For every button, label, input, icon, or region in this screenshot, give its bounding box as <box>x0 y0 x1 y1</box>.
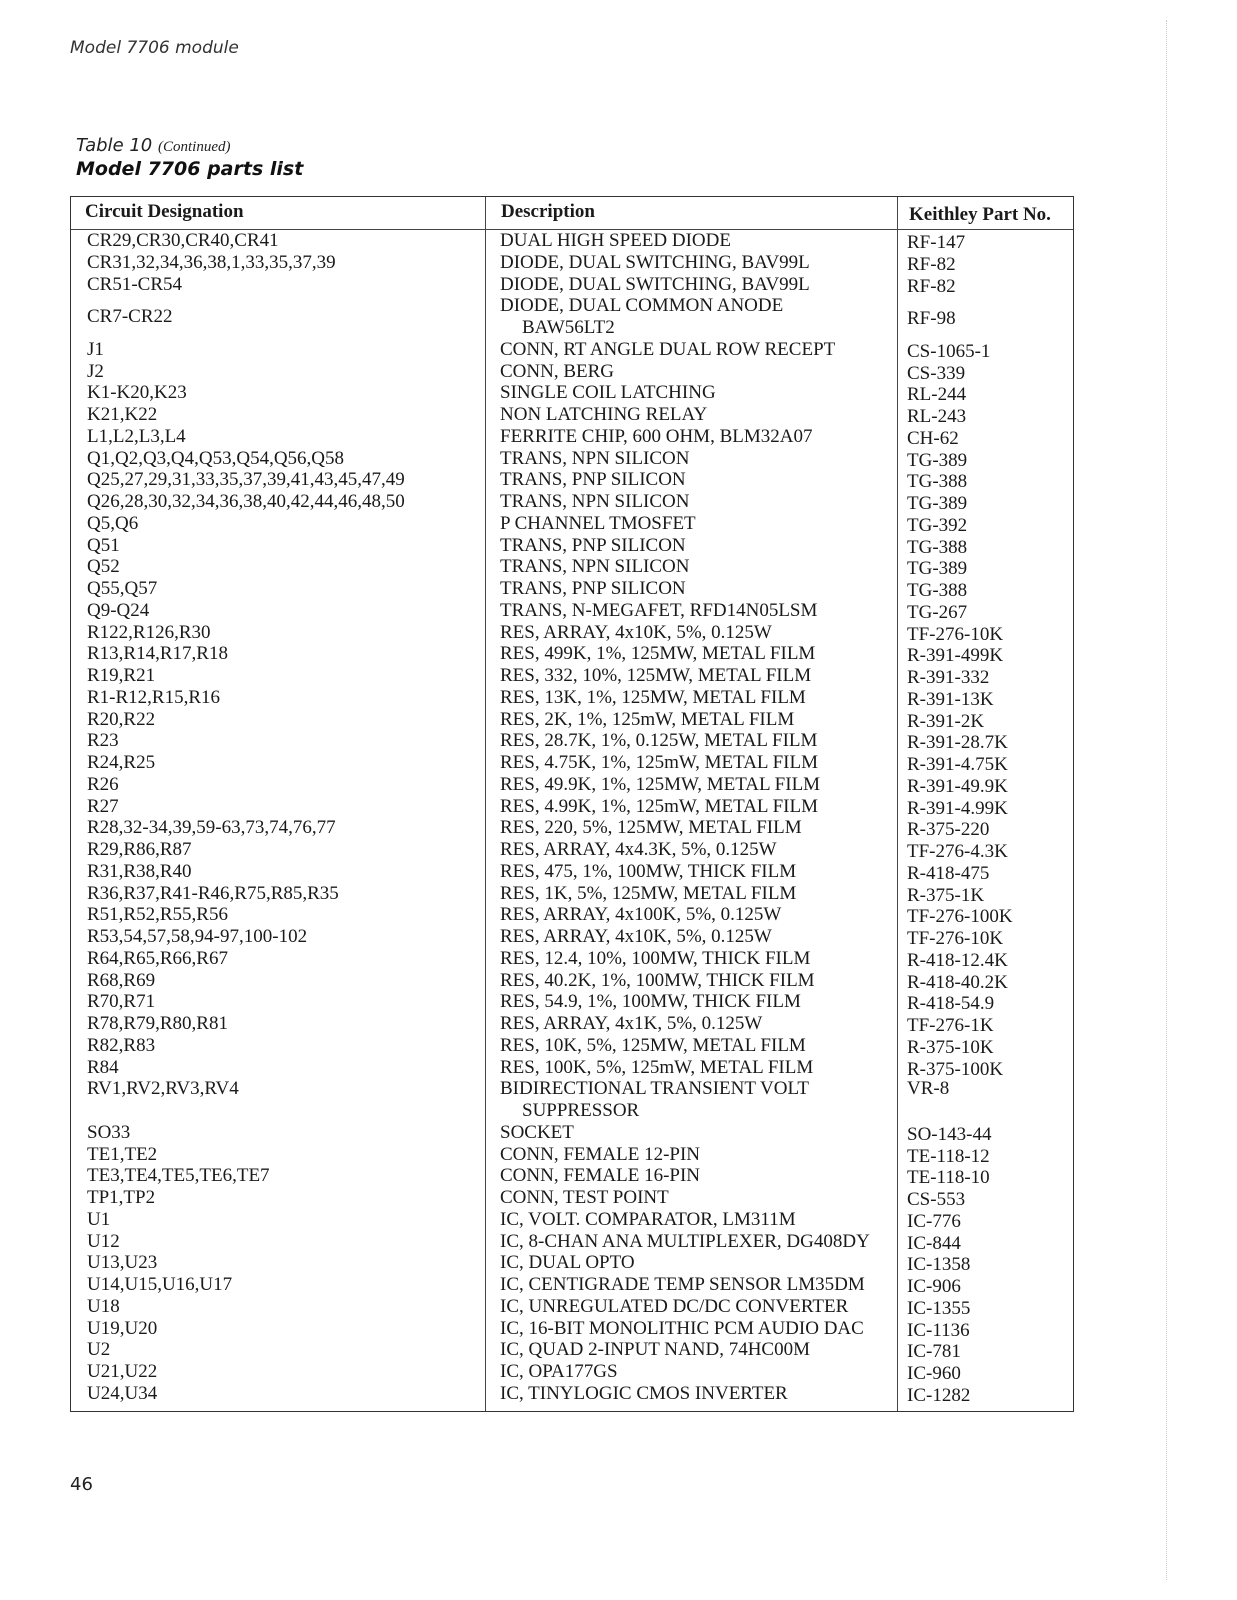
table-row <box>71 339 1073 361</box>
cell-description <box>500 535 686 557</box>
description-line: IC, OPA177GS <box>500 1361 618 1382</box>
table-row <box>71 1035 1073 1057</box>
cell-part-no: TG-389 <box>907 449 968 471</box>
table-row <box>71 1078 1073 1122</box>
description-line: CONN, FEMALE 12-PIN <box>500 1143 701 1165</box>
description-line: P CHANNEL TMOSFET <box>500 512 696 534</box>
description-line: DIODE, DUAL COMMON ANODE <box>500 295 784 317</box>
description-line: NON LATCHING RELAY <box>500 404 708 425</box>
table-row <box>71 578 1073 600</box>
cell-designation: R28,32-34,39,59-63,73,74,76,77 <box>87 817 336 839</box>
description-line: RES, 499K, 1%, 125MW, METAL FILM <box>500 643 816 665</box>
cell-description <box>500 513 696 535</box>
table-body <box>71 230 1073 1405</box>
table-row <box>71 991 1073 1013</box>
cell-part-no: TF-276-100K <box>907 906 1013 928</box>
cell-designation: U1 <box>87 1208 111 1230</box>
cell-description <box>500 1361 618 1383</box>
cell-designation: Q51 <box>87 534 120 556</box>
cell-designation: U18 <box>87 1295 120 1317</box>
cell-part-no: RL-243 <box>907 406 967 427</box>
description-line: TRANS, NPN SILICON <box>500 447 690 469</box>
table-row <box>71 426 1073 448</box>
cell-part-no: RF-147 <box>907 232 966 253</box>
description-line: CONN, BERG <box>500 360 615 382</box>
cell-description <box>500 1122 574 1144</box>
cell-part-no: R-418-475 <box>907 862 990 884</box>
cell-designation: R36,R37,R41-R46,R75,R85,R35 <box>87 882 339 904</box>
table-row <box>71 752 1073 774</box>
cell-description <box>500 1209 796 1231</box>
cell-part-no: R-391-499K <box>907 645 1004 667</box>
cell-part-no: TE-118-12 <box>907 1145 990 1167</box>
cell-description <box>500 774 820 796</box>
table-caption <box>76 135 231 156</box>
cell-description <box>500 1318 864 1340</box>
cell-part-no: RF-82 <box>907 253 956 275</box>
table-row <box>71 1231 1073 1253</box>
cell-designation: U14,U15,U16,U17 <box>87 1274 233 1295</box>
cell-designation: CR51-CR54 <box>87 273 183 295</box>
cell-description <box>500 643 815 665</box>
table-row <box>71 861 1073 883</box>
table-row <box>71 252 1073 274</box>
description-line: RES, 49.9K, 1%, 125MW, METAL FILM <box>500 773 821 795</box>
table-row <box>71 382 1073 404</box>
cell-designation: SO33 <box>87 1121 131 1143</box>
cell-designation: Q26,28,30,32,34,36,38,40,42,44,46,48,50 <box>87 491 405 512</box>
description-continuation: BAW56LT2 <box>522 317 615 338</box>
continued-note: (Continued) <box>158 139 231 155</box>
cell-designation: Q55,Q57 <box>87 578 158 599</box>
table-row <box>71 1296 1073 1318</box>
cell-description <box>500 1057 813 1079</box>
table-row <box>71 904 1073 926</box>
cell-part-no: TF-276-1K <box>907 1015 994 1036</box>
table-row <box>71 883 1073 905</box>
description-line: RES, ARRAY, 4x1K, 5%, 0.125W <box>500 1013 763 1034</box>
cell-designation: R78,R79,R80,R81 <box>87 1013 228 1034</box>
table-row <box>71 469 1073 491</box>
table-row <box>71 535 1073 557</box>
cell-designation: U24,U34 <box>87 1382 158 1404</box>
cell-designation: R68,R69 <box>87 969 156 991</box>
cell-description <box>500 709 794 731</box>
cell-description <box>500 556 690 578</box>
cell-description <box>500 665 811 687</box>
cell-part-no: TF-276-10K <box>907 928 1004 949</box>
description-line: RES, ARRAY, 4x10K, 5%, 0.125W <box>500 621 772 643</box>
cell-part-no: R-391-28.7K <box>907 732 1008 754</box>
description-line: DIODE, DUAL SWITCHING, BAV99L <box>500 251 810 273</box>
cell-description <box>500 404 707 426</box>
cell-designation: R23 <box>87 730 119 752</box>
table-row <box>71 948 1073 970</box>
table-row <box>71 274 1073 296</box>
cell-designation: CR31,32,34,36,38,1,33,35,37,39 <box>87 251 336 273</box>
cell-description <box>500 1035 806 1057</box>
cell-description <box>500 1144 700 1166</box>
cell-description <box>500 970 815 992</box>
table-row <box>71 1165 1073 1187</box>
description-line: TRANS, NPN SILICON <box>500 556 690 578</box>
table-row <box>71 643 1073 665</box>
table-row <box>71 1187 1073 1209</box>
cell-designation: Q25,27,29,31,33,35,37,39,41,43,45,47,49 <box>87 469 405 491</box>
cell-description <box>500 817 802 839</box>
column-header-designation: Circuit Designation <box>85 201 244 222</box>
cell-designation: J2 <box>87 360 104 382</box>
cell-designation: L1,L2,L3,L4 <box>87 425 186 447</box>
cell-designation: TE3,TE4,TE5,TE6,TE7 <box>87 1165 270 1187</box>
cell-description <box>500 926 772 948</box>
table-row <box>71 796 1073 818</box>
description-line: RES, 220, 5%, 125MW, METAL FILM <box>500 817 802 839</box>
cell-part-no: TF-276-4.3K <box>907 841 1008 862</box>
table-row <box>71 491 1073 513</box>
cell-designation: Q5,Q6 <box>87 512 139 534</box>
table-row <box>71 1361 1073 1383</box>
cell-designation: Q1,Q2,Q3,Q4,Q53,Q54,Q56,Q58 <box>87 447 345 469</box>
cell-description <box>500 426 812 448</box>
description-line: CONN, FEMALE 16-PIN <box>500 1165 701 1187</box>
table-row <box>71 817 1073 839</box>
cell-description <box>500 991 801 1013</box>
description-line: RES, 13K, 1%, 125MW, METAL FILM <box>500 686 806 708</box>
table-row <box>71 970 1073 992</box>
cell-designation: R84 <box>87 1056 119 1078</box>
cell-designation: U2 <box>87 1339 111 1361</box>
table-row <box>71 709 1073 731</box>
cell-description <box>500 1274 865 1296</box>
table-row <box>71 1122 1073 1144</box>
description-line: IC, VOLT. COMPARATOR, LM311M <box>500 1208 796 1230</box>
cell-designation: R82,R83 <box>87 1034 156 1056</box>
description-line: IC, TINYLOGIC CMOS INVERTER <box>500 1382 788 1404</box>
cell-description <box>500 1296 848 1318</box>
cell-part-no: SO-143-44 <box>907 1123 992 1145</box>
cell-part-no: IC-960 <box>907 1363 961 1384</box>
cell-description <box>500 252 810 274</box>
cell-description <box>500 948 810 970</box>
description-line: RES, 28.7K, 1%, 0.125W, METAL FILM <box>500 730 818 752</box>
cell-designation: Q9-Q24 <box>87 599 150 621</box>
cell-part-no: IC-776 <box>907 1210 961 1232</box>
cell-description <box>500 600 817 622</box>
cell-designation: R27 <box>87 795 119 817</box>
description-line: TRANS, PNP SILICON <box>500 534 686 556</box>
cell-part-no: CS-553 <box>907 1189 966 1210</box>
cell-description <box>500 839 777 861</box>
cell-designation: R29,R86,R87 <box>87 839 192 860</box>
page-number: 46 <box>70 1474 93 1495</box>
cell-part-no: VR-8 <box>907 1078 950 1100</box>
cell-description <box>500 796 818 818</box>
cell-part-no: R-418-12.4K <box>907 949 1008 971</box>
cell-part-no: TG-392 <box>907 514 968 536</box>
cell-designation: R19,R21 <box>87 665 156 686</box>
cell-part-no: R-418-40.2K <box>907 971 1008 993</box>
cell-part-no: TG-388 <box>907 471 968 493</box>
table-row <box>71 1013 1073 1035</box>
description-line: SINGLE COIL LATCHING <box>500 382 716 404</box>
running-head: Model 7706 module <box>70 38 239 58</box>
cell-description <box>500 687 806 709</box>
table-row <box>71 1057 1073 1079</box>
cell-designation: R1-R12,R15,R16 <box>87 686 221 708</box>
description-line: FERRITE CHIP, 600 OHM, BLM32A07 <box>500 425 813 447</box>
cell-description <box>500 730 817 752</box>
table-row <box>71 448 1073 470</box>
description-line: RES, 54.9, 1%, 100MW, THICK FILM <box>500 991 801 1013</box>
cell-designation: U13,U23 <box>87 1252 158 1274</box>
cell-designation: R24,R25 <box>87 752 156 773</box>
table-row <box>71 404 1073 426</box>
cell-designation: R64,R65,R66,R67 <box>87 947 228 969</box>
column-header-description: Description <box>501 201 595 222</box>
description-line: RES, 100K, 5%, 125mW, METAL FILM <box>500 1056 814 1078</box>
cell-designation: RV1,RV2,RV3,RV4 <box>87 1078 239 1100</box>
description-line: CONN, RT ANGLE DUAL ROW RECEPT <box>500 338 836 360</box>
cell-part-no: IC-844 <box>907 1232 961 1254</box>
cell-designation: R26 <box>87 773 119 795</box>
description-line: IC, 8-CHAN ANA MULTIPLEXER, DG408DY <box>500 1230 870 1252</box>
table-row <box>71 230 1073 252</box>
cell-description <box>500 861 796 883</box>
cell-description <box>500 382 716 404</box>
cell-part-no: R-418-54.9 <box>907 993 995 1015</box>
description-line: RES, 475, 1%, 100MW, THICK FILM <box>500 860 797 882</box>
cell-designation: U19,U20 <box>87 1317 158 1339</box>
cell-designation: R51,R52,R55,R56 <box>87 904 228 926</box>
description-continuation: SUPPRESSOR <box>522 1100 640 1121</box>
cell-description <box>500 904 781 926</box>
cell-designation: R70,R71 <box>87 991 156 1013</box>
column-header-part-no: Keithley Part No. <box>909 204 1051 225</box>
cell-part-no: IC-1358 <box>907 1254 971 1276</box>
description-line: IC, DUAL OPTO <box>500 1252 635 1274</box>
cell-description <box>500 1165 700 1187</box>
table-row <box>71 361 1073 383</box>
cell-part-no: R-375-100K <box>907 1058 1004 1080</box>
description-line: IC, 16-BIT MONOLITHIC PCM AUDIO DAC <box>500 1317 864 1339</box>
description-line: RES, 12.4, 10%, 100MW, THICK FILM <box>500 947 811 969</box>
cell-part-no: CS-339 <box>907 362 966 384</box>
margin-rule <box>1166 20 1167 1580</box>
cell-description <box>500 230 731 252</box>
cell-designation: R53,54,57,58,94-97,100-102 <box>87 926 308 947</box>
cell-designation: U12 <box>87 1230 120 1252</box>
cell-designation: TP1,TP2 <box>87 1187 156 1208</box>
description-line: BIDIRECTIONAL TRANSIENT VOLT <box>500 1078 809 1100</box>
cell-part-no: R-391-4.99K <box>907 797 1008 819</box>
table-row <box>71 1274 1073 1296</box>
description-line: RES, ARRAY, 4x4.3K, 5%, 0.125W <box>500 839 777 860</box>
cell-part-no: R-391-4.75K <box>907 754 1008 775</box>
table-row <box>71 600 1073 622</box>
description-line: RES, 1K, 5%, 125MW, METAL FILM <box>500 882 797 904</box>
cell-part-no: CH-62 <box>907 427 959 449</box>
cell-part-no: IC-1355 <box>907 1297 971 1319</box>
cell-part-no: R-375-10K <box>907 1036 994 1058</box>
cell-part-no: R-391-13K <box>907 688 994 710</box>
cell-designation: R20,R22 <box>87 708 156 730</box>
table-row <box>71 1339 1073 1361</box>
table-row <box>71 926 1073 948</box>
cell-designation: J1 <box>87 338 104 360</box>
cell-part-no: R-375-220 <box>907 819 990 841</box>
cell-description <box>500 448 690 470</box>
description-line: TRANS, PNP SILICON <box>500 578 686 599</box>
description-line: IC, UNREGULATED DC/DC CONVERTER <box>500 1295 849 1317</box>
table-row <box>71 1318 1073 1340</box>
cell-description <box>500 883 796 905</box>
table-label: Table 10 <box>76 135 153 156</box>
cell-designation: K21,K22 <box>87 404 158 425</box>
description-line: SOCKET <box>500 1121 574 1143</box>
description-line: TRANS, PNP SILICON <box>500 469 686 491</box>
table-row <box>71 622 1073 644</box>
cell-designation: K1-K20,K23 <box>87 382 187 404</box>
table-title: Model 7706 parts list <box>76 158 304 180</box>
table-row <box>71 665 1073 687</box>
cell-part-no: TG-388 <box>907 536 968 558</box>
cell-description <box>500 1013 762 1035</box>
cell-designation: CR29,CR30,CR40,CR41 <box>87 230 279 251</box>
cell-part-no: TG-388 <box>907 580 968 601</box>
cell-description <box>500 469 686 491</box>
cell-part-no: IC-1136 <box>907 1319 970 1341</box>
cell-part-no: RF-82 <box>907 275 956 297</box>
cell-designation: R31,R38,R40 <box>87 860 192 882</box>
cell-part-no: CS-1065-1 <box>907 340 991 362</box>
description-line: RES, ARRAY, 4x10K, 5%, 0.125W <box>500 926 772 947</box>
cell-description <box>500 274 810 296</box>
table-row <box>71 1144 1073 1166</box>
cell-part-no: TE-118-10 <box>907 1167 990 1189</box>
description-line: RES, 10K, 5%, 125MW, METAL FILM <box>500 1034 806 1056</box>
cell-part-no: IC-1282 <box>907 1384 971 1406</box>
description-line: CONN, TEST POINT <box>500 1187 669 1208</box>
description-line: DIODE, DUAL SWITCHING, BAV99L <box>500 273 810 295</box>
table-row <box>71 1209 1073 1231</box>
cell-designation: U21,U22 <box>87 1361 158 1382</box>
cell-part-no: RL-244 <box>907 384 967 406</box>
description-line: RES, 4.99K, 1%, 125mW, METAL FILM <box>500 795 818 817</box>
parts-table <box>70 196 1074 1412</box>
cell-designation: Q52 <box>87 556 120 578</box>
description-line: DUAL HIGH SPEED DIODE <box>500 230 731 251</box>
table-row <box>71 1383 1073 1405</box>
cell-part-no: IC-781 <box>907 1341 961 1363</box>
cell-description <box>500 1252 635 1274</box>
table-row <box>71 295 1073 339</box>
description-line: RES, 40.2K, 1%, 100MW, THICK FILM <box>500 969 815 991</box>
table-row <box>71 839 1073 861</box>
cell-description <box>500 1078 809 1122</box>
cell-part-no: TF-276-10K <box>907 623 1004 645</box>
description-line: IC, QUAD 2-INPUT NAND, 74HC00M <box>500 1339 810 1361</box>
cell-part-no: R-391-332 <box>907 667 990 688</box>
cell-part-no: R-391-49.9K <box>907 775 1008 797</box>
description-line: RES, 4.75K, 1%, 125mW, METAL FILM <box>500 752 818 773</box>
cell-designation: R13,R14,R17,R18 <box>87 643 228 665</box>
cell-description <box>500 752 818 774</box>
cell-description <box>500 622 772 644</box>
description-line: RES, 2K, 1%, 125mW, METAL FILM <box>500 708 795 730</box>
cell-description <box>500 491 690 513</box>
description-line: RES, ARRAY, 4x100K, 5%, 0.125W <box>500 904 782 926</box>
cell-description <box>500 578 686 600</box>
cell-part-no: TG-389 <box>907 558 968 580</box>
cell-description <box>500 1383 788 1405</box>
cell-part-no: R-375-1K <box>907 884 985 906</box>
cell-part-no: RF-98 <box>907 308 956 330</box>
cell-part-no: TG-267 <box>907 601 968 623</box>
table-row <box>71 1252 1073 1274</box>
table-row <box>71 556 1073 578</box>
cell-designation: R122,R126,R30 <box>87 621 211 643</box>
cell-part-no: TG-389 <box>907 493 968 514</box>
cell-part-no: IC-906 <box>907 1276 961 1297</box>
cell-designation: TE1,TE2 <box>87 1143 158 1165</box>
cell-description <box>500 1187 669 1209</box>
description-line: IC, CENTIGRADE TEMP SENSOR LM35DM <box>500 1274 865 1295</box>
description-line: TRANS, N-MEGAFET, RFD14N05LSM <box>500 599 818 621</box>
cell-designation: CR7-CR22 <box>87 306 173 328</box>
cell-part-no: R-391-2K <box>907 710 985 732</box>
table-row <box>71 730 1073 752</box>
description-line: TRANS, NPN SILICON <box>500 491 690 512</box>
cell-description <box>500 361 614 383</box>
cell-description <box>500 295 783 339</box>
cell-description <box>500 339 835 361</box>
table-row <box>71 687 1073 709</box>
table-row <box>71 774 1073 796</box>
description-line: RES, 332, 10%, 125MW, METAL FILM <box>500 665 812 686</box>
cell-description <box>500 1339 810 1361</box>
table-row <box>71 513 1073 535</box>
cell-description <box>500 1231 870 1253</box>
